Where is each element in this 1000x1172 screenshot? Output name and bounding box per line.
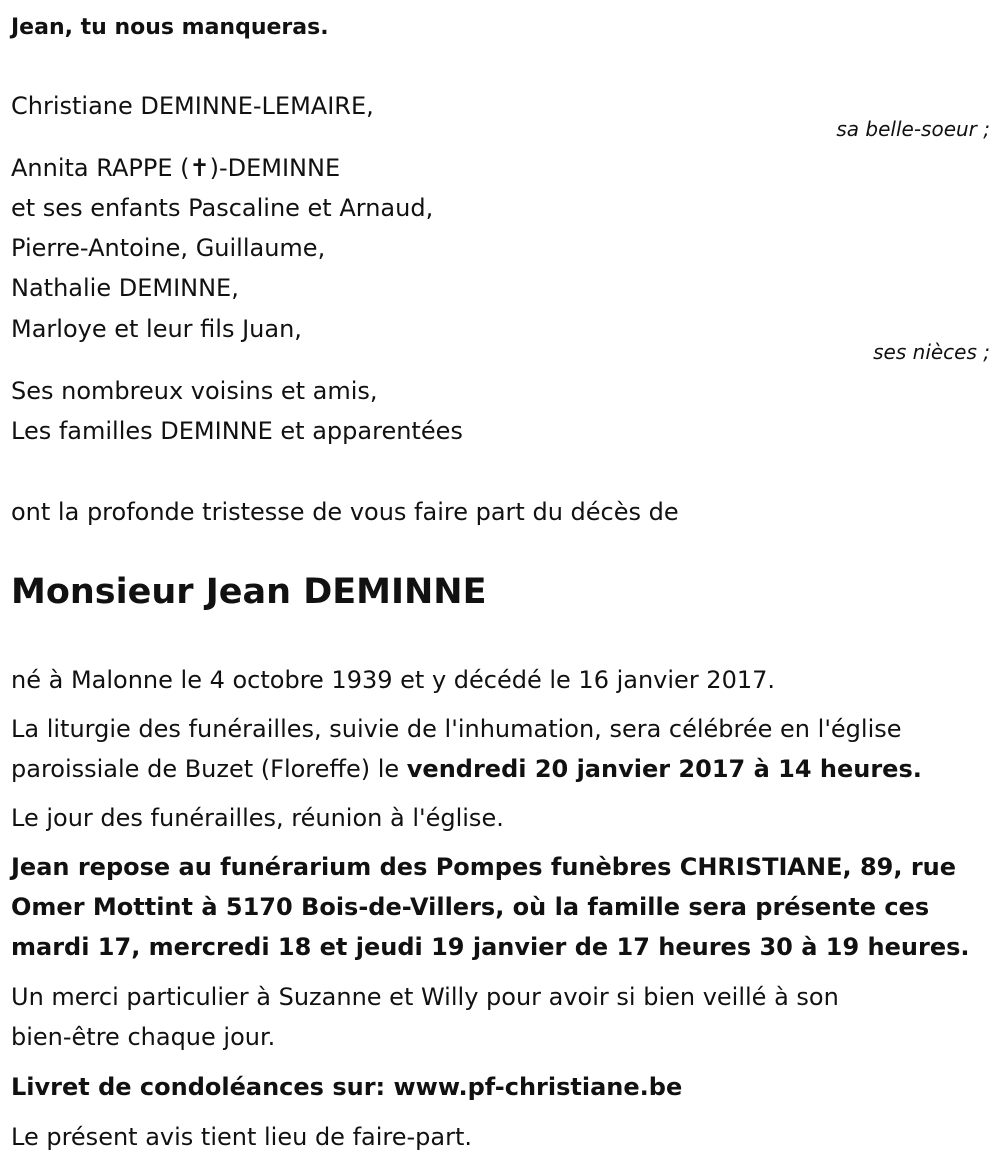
nieces-relation: ses nièces ; — [873, 340, 990, 364]
meeting-line: Le jour des funérailles, réunion à l'église. — [11, 804, 504, 832]
deceased-name: Monsieur Jean DEMINNE — [11, 572, 487, 612]
announcement-intro: ont la profonde tristesse de vous faire part du décès de — [11, 498, 679, 526]
niece-line: Annita RAPPE (✝)-DEMINNE — [11, 154, 341, 182]
liturgy-location: paroissiale de Buzet (Floreffe) le — [11, 755, 407, 783]
liturgy-line: La liturgie des funérailles, suivie de l'inhumation, sera célébrée en l'église — [11, 715, 902, 743]
rest-line: Omer Mottint à 5170 Bois-de-Villers, où la famille sera présente ces — [11, 893, 930, 921]
farewell-heading: Jean, tu nous manqueras. — [11, 15, 329, 40]
thanks-line: bien-être chaque jour. — [11, 1023, 276, 1051]
thanks-line: Un merci particulier à Suzanne et Willy pour avoir si bien veillé à son — [11, 983, 839, 1011]
sister-in-law-name: Christiane DEMINNE-LEMAIRE, — [11, 92, 374, 120]
funeral-date-time: vendredi 20 janvier 2017 à 14 heures. — [406, 755, 922, 783]
sister-in-law-relation: sa belle-soeur ; — [836, 117, 990, 141]
liturgy-line — [11, 749, 922, 789]
others-line: Les familles DEMINNE et apparentées — [11, 417, 463, 445]
others-line: Ses nombreux voisins et amis, — [11, 377, 378, 405]
condolences-link[interactable]: Livret de condoléances sur: www.pf-christiane.be — [11, 1073, 683, 1101]
rest-line: mardi 17, mercredi 18 et jeudi 19 janvier de 17 heures 30 à 19 heures. — [11, 933, 970, 961]
notice-line: Le présent avis tient lieu de faire-part. — [11, 1123, 473, 1151]
niece-line: Nathalie DEMINNE, — [11, 274, 239, 302]
niece-line: Pierre-Antoine, Guillaume, — [11, 234, 326, 262]
niece-line: et ses enfants Pascaline et Arnaud, — [11, 194, 434, 222]
rest-line: Jean repose au funérarium des Pompes funèbres CHRISTIANE, 89, rue — [11, 853, 957, 881]
niece-line: Marloye et leur fils Juan, — [11, 315, 302, 343]
birth-death-line: né à Malonne le 4 octobre 1939 et y décédé le 16 janvier 2017. — [11, 666, 776, 694]
